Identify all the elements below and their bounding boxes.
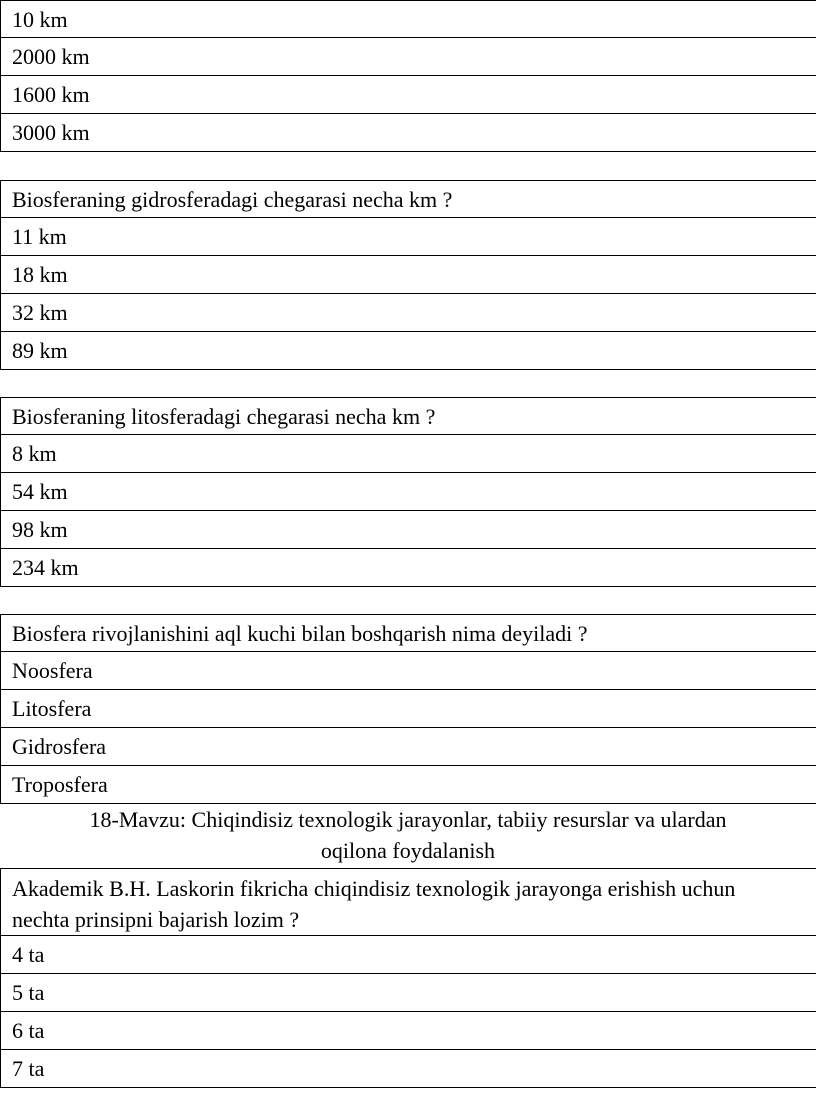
question-block-1 [0,180,816,370]
question-block-0 [0,0,816,152]
answer-option[interactable]: 6 ta [0,1012,816,1050]
answer-option[interactable]: Troposfera [0,766,816,804]
question-block-4 [0,868,816,1088]
question-text: Biosferaning gidrosferadagi chegarasi necha km ? [0,180,816,218]
answer-option[interactable]: Noosfera [0,652,816,690]
question-block-2 [0,397,816,587]
answer-option[interactable]: 2000 km [0,38,816,76]
question-text: Biosfera rivojlanishini aql kuchi bilan boshqarish nima deyiladi ? [0,614,816,652]
section-heading-line2: oqilona foydalanish [320,838,496,863]
question-text-line2: nechta prinsipni bajarish lozim ? [12,907,300,932]
answer-option[interactable]: 98 km [0,511,816,549]
section-heading [0,804,816,866]
answer-option[interactable]: 5 ta [0,974,816,1012]
answer-option[interactable]: 54 km [0,473,816,511]
question-text-line1: Akademik B.H. Laskorin fikricha chiqindisiz texnologik jarayonga erishish uchun [12,876,736,901]
question-block-3 [0,614,816,804]
answer-option[interactable]: 234 km [0,549,816,587]
answer-option[interactable]: 18 km [0,256,816,294]
section-heading-line1: 18-Mavzu: Chiqindisiz texnologik jarayonlar, tabiiy resurslar va ulardan [89,807,727,832]
answer-option[interactable]: 8 km [0,435,816,473]
answer-option[interactable]: 1600 km [0,76,816,114]
answer-option[interactable]: Litosfera [0,690,816,728]
answer-option[interactable]: 7 ta [0,1050,816,1088]
answer-option[interactable]: 10 km [0,0,816,38]
answer-option[interactable]: Gidrosfera [0,728,816,766]
answer-option[interactable]: 3000 km [0,114,816,152]
answer-option[interactable]: 89 km [0,332,816,370]
answer-option[interactable]: 32 km [0,294,816,332]
answer-option[interactable]: 11 km [0,218,816,256]
question-text: Biosferaning litosferadagi chegarasi necha km ? [0,397,816,435]
answer-option[interactable]: 4 ta [0,936,816,974]
question-text [0,868,816,936]
